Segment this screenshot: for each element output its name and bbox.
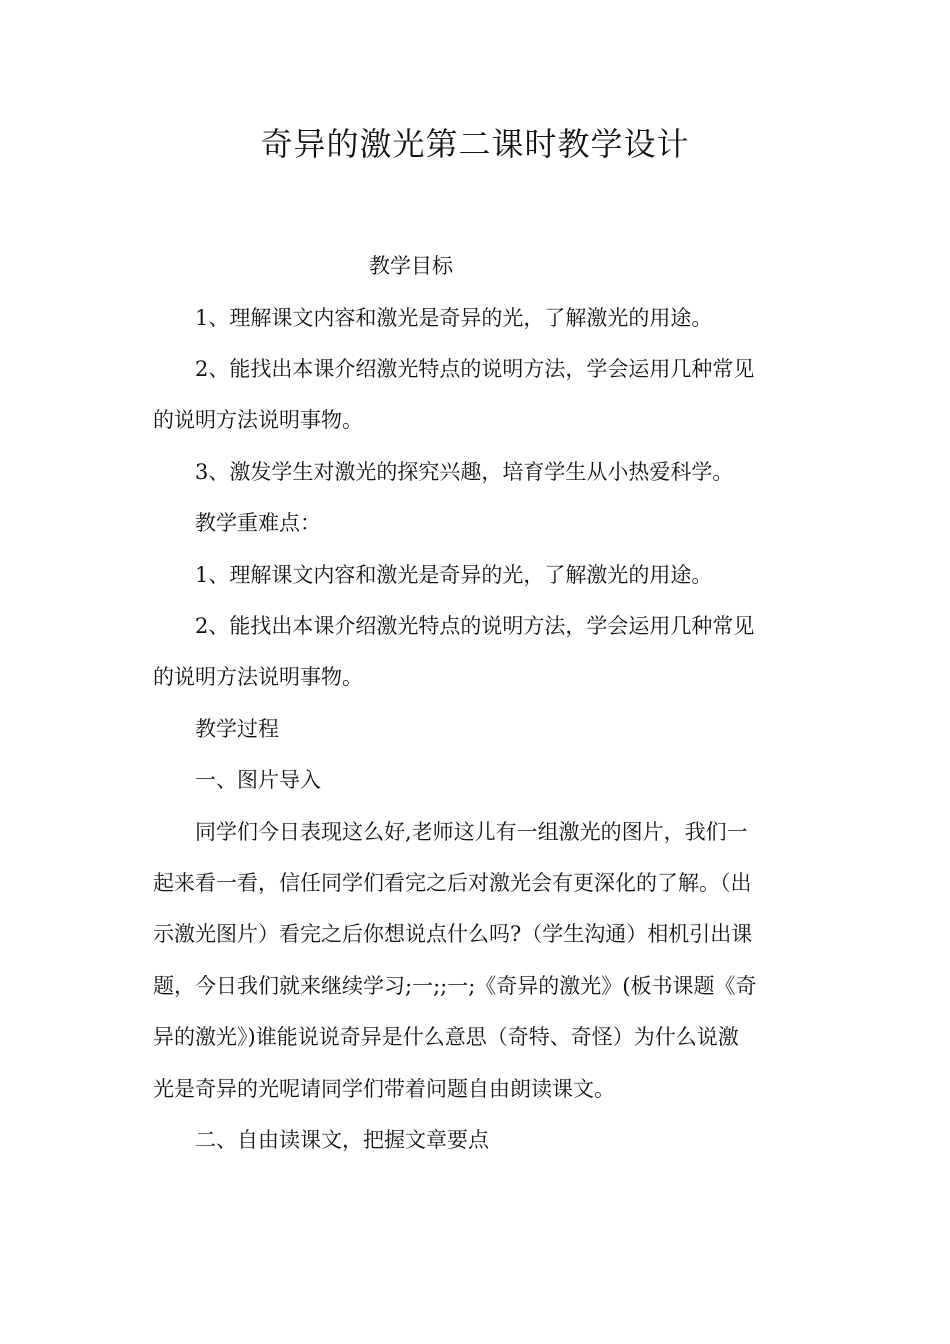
process-step-2-heading: 二、自由读课文，把握文章要点 — [195, 1128, 489, 1152]
goal-item-3: 3、激发学生对激光的探究兴趣，培育学生从小热爱科学。 — [195, 460, 734, 484]
paragraph-line: 起来看一看，信任同学们看完之后对激光会有更深化的了解。（出 — [153, 871, 752, 895]
paragraph-line: 异的激光》)谁能说说奇异是什么意思（奇特、奇怪）为什么说激 — [153, 1025, 739, 1049]
paragraph-line: 光是奇异的光呢请同学们带着问题自由朗读课文。 — [153, 1077, 615, 1101]
key-point-item-2-continued: 的说明方法说明事物。 — [153, 665, 363, 689]
goal-item-2-continued: 的说明方法说明事物。 — [153, 408, 363, 432]
key-point-item-1: 1、理解课文内容和激光是奇异的光，了解激光的用途。 — [195, 563, 713, 587]
process-step-1-heading: 一、图片导入 — [195, 768, 321, 792]
paragraph-line: 示激光图片）看完之后你想说点什么吗?（学生沟通）相机引出课 — [153, 922, 753, 946]
goal-item-1: 1、理解课文内容和激光是奇异的光，了解激光的用途。 — [195, 306, 713, 330]
section-heading-teaching-goals: 教学目标 — [369, 254, 453, 278]
section-heading-key-points: 教学重难点： — [195, 511, 321, 535]
paragraph-line: 题，今日我们就来继续学习;一;;一;《奇异的激光》(板书课题《奇 — [153, 974, 757, 998]
goal-item-2: 2、能找出本课介绍激光特点的说明方法，学会运用几种常见 — [195, 357, 755, 381]
document-title: 奇异的激光第二课时教学设计 — [260, 125, 690, 163]
key-point-item-2: 2、能找出本课介绍激光特点的说明方法，学会运用几种常见 — [195, 614, 755, 638]
section-heading-teaching-process: 教学过程 — [195, 717, 279, 741]
paragraph-line: 同学们今日表现这么好,老师这儿有一组激光的图片，我们一 — [195, 820, 748, 844]
